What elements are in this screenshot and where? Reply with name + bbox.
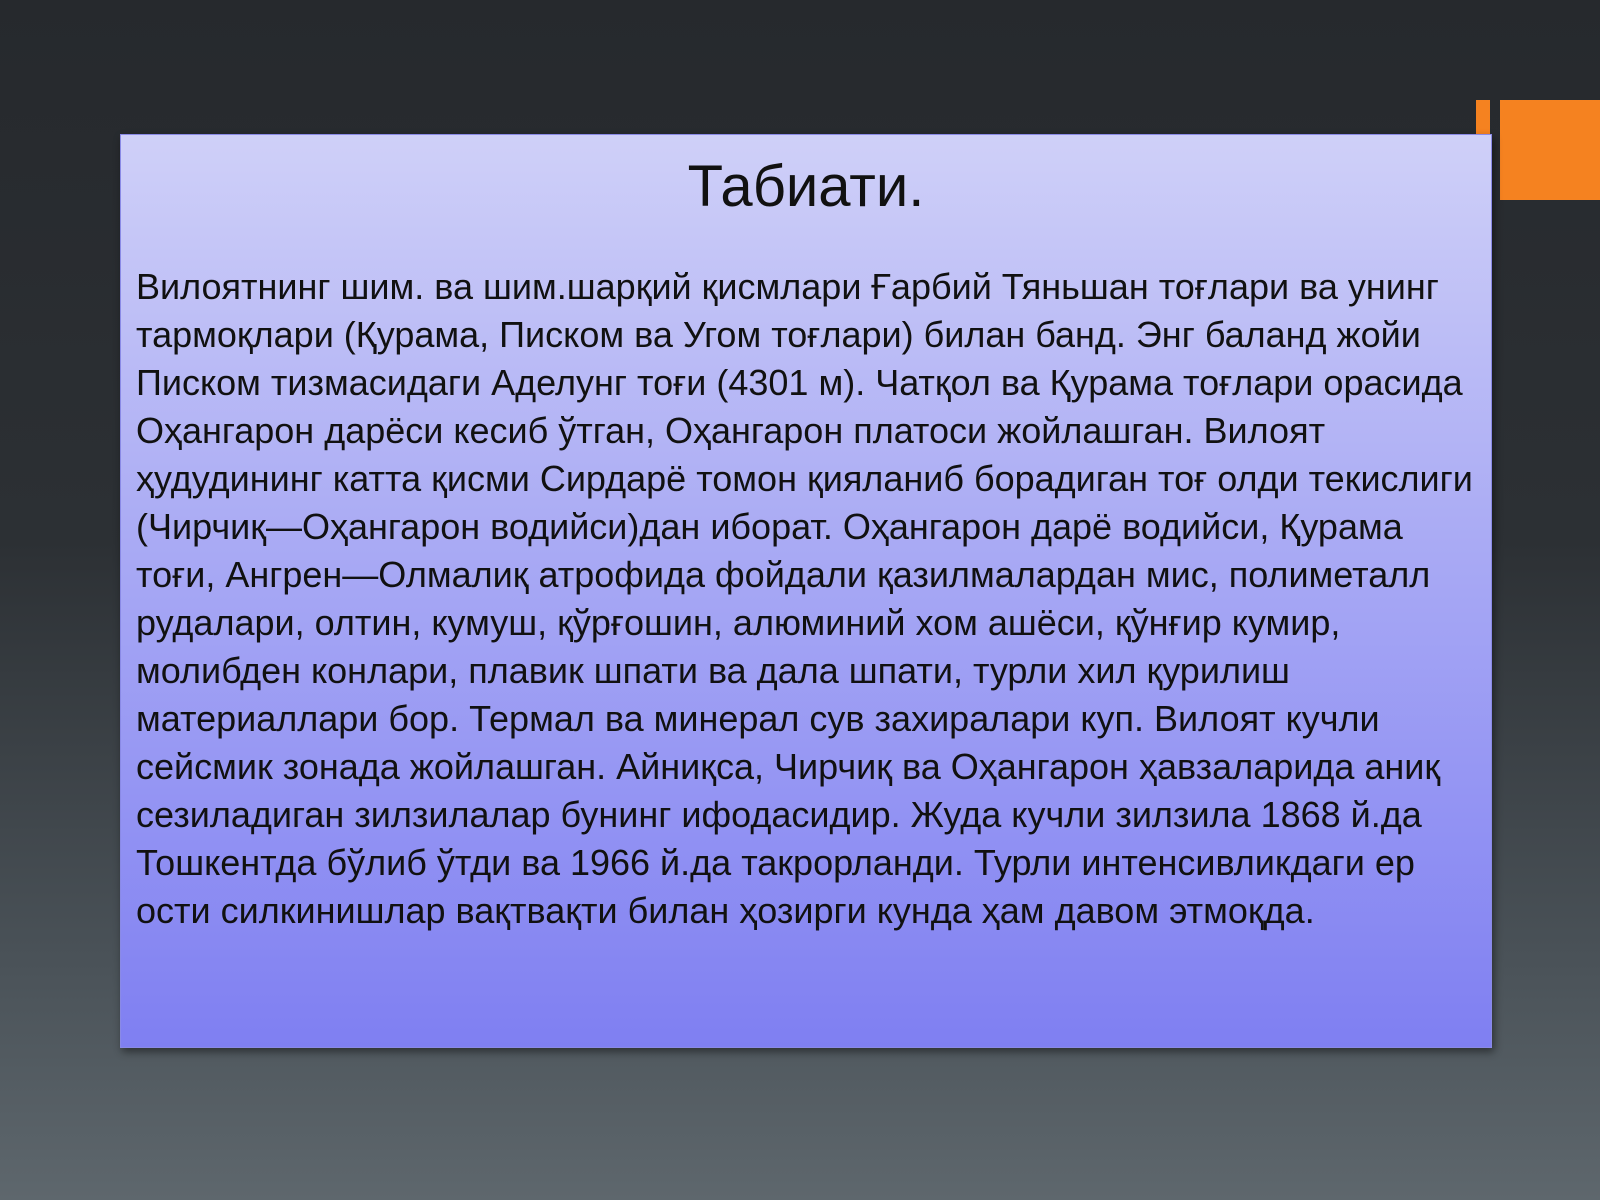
- slide-body-text: Вилоятнинг шим. ва шим.шарқий қисмлари Ғарбий Тяньшан тоғлари ва унинг тармоқлари (Қурама, Писком ва Угом тоғлари) билан банд. Энг баланд жойи Писком тизмасидаги Аделунг тоғи (4301 м). Чатқол ва Қурама тоғлари орасида Оҳангарон дарёси кесиб ўтган, Оҳангарон платоси жойлашган. Вилоят ҳудудининг катта қисми Сирдарё томон қияланиб борадиган тоғ олди текислиги (Чирчиқ—Оҳангарон водийси)дан иборат. Оҳангарон дарё водийси, Қурама тоғи, Ангрен—Олмалиқ атрофида фойдали қазилмалардан мис, полиметалл рудалари, олтин, кумуш, қўрғошин, алюминий хом ашёси, қўнғир кумир, молибден конлари, плавик шпати ва дала шпати, турли хил қурилиш материаллари бор. Термал ва минерал сув захиралари куп. Вилоят кучли сейсмик зонада жойлашган. Айниқса, Чирчиқ ва Оҳангарон ҳавзаларида аниқ сезиладиган зилзилалар бунинг ифодасидир. Жуда кучли зилзила 1868 й.да Тошкентда бўлиб ўтди ва 1966 й.да такрорланди. Турли интенсивликдаги ер ости силкинишлар вақтвақти билан ҳозирги кунда ҳам давом этмоқда.: [136, 266, 1473, 931]
- content-panel: [120, 134, 1492, 1048]
- accent-block: [1500, 100, 1600, 200]
- slide-title: Табиати.: [687, 154, 925, 219]
- accent-bar-thin: [1476, 100, 1490, 134]
